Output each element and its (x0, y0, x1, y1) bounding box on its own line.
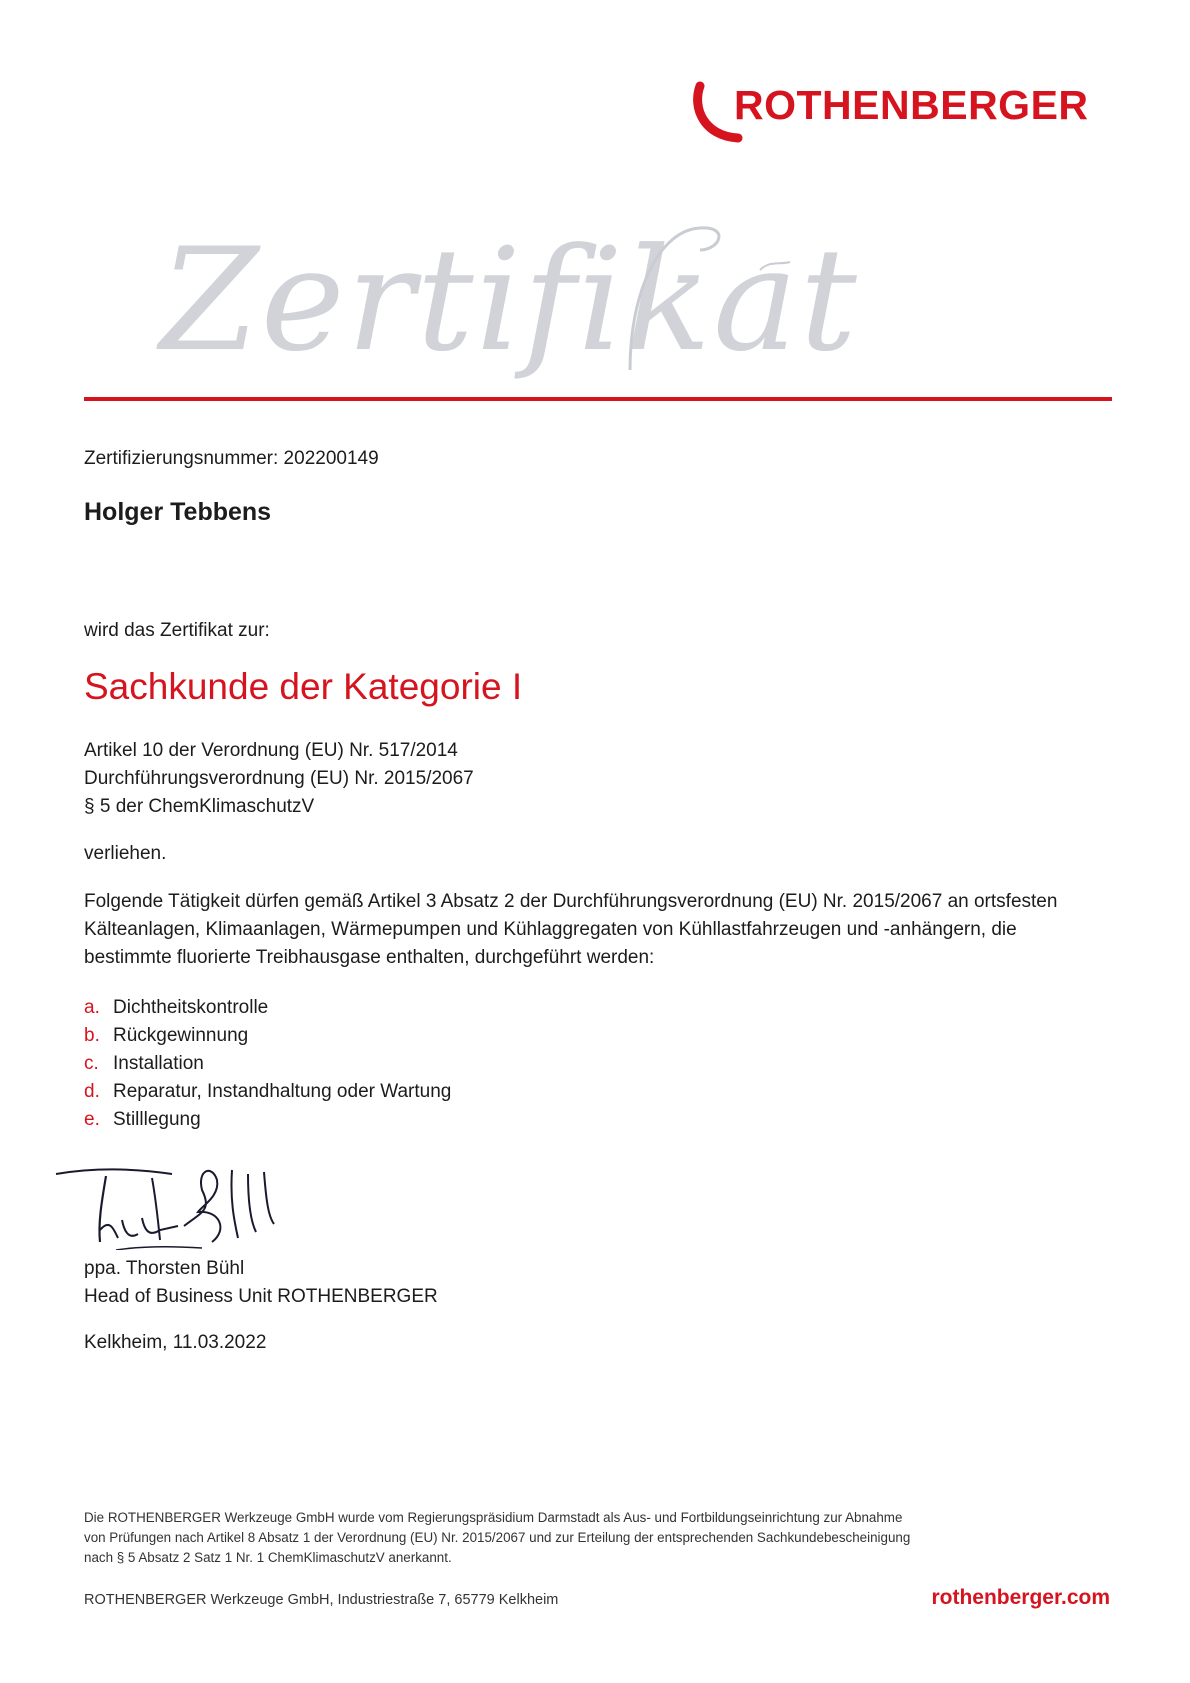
granted-text: verliehen. (84, 843, 167, 864)
list-marker: b. (84, 1025, 100, 1046)
recipient-name: Holger Tebbens (84, 498, 272, 526)
list-item-label: Installation (113, 1053, 204, 1074)
reference-line: Artikel 10 der Verordnung (EU) Nr. 517/2014 (84, 740, 458, 761)
list-marker: a. (84, 997, 100, 1018)
list-item-label: Reparatur, Instandhaltung oder Wartung (113, 1081, 452, 1102)
list-item (84, 1022, 451, 1050)
signer-role: Head of Business Unit ROTHENBERGER (84, 1286, 438, 1307)
signer-block (84, 1255, 438, 1311)
list-item (84, 994, 451, 1022)
place-and-date: Kelkheim, 11.03.2022 (84, 1332, 267, 1353)
company-address: ROTHENBERGER Werkzeuge GmbH, Industriestraße 7, 65779 Kelkheim (84, 1592, 559, 1608)
list-item (84, 1078, 451, 1106)
reference-line: Durchführungsverordnung (EU) Nr. 2015/2067 (84, 768, 474, 789)
zertifikat-watermark (160, 210, 859, 410)
list-item (84, 1106, 451, 1134)
activity-list (84, 994, 451, 1134)
intro-text: wird das Zertifikat zur: (84, 620, 270, 641)
activity-description: Folgende Tätigkeit dürfen gemäß Artikel 3 Absatz 2 der Durchführungsverordnung (EU) Nr. 2015/2067 an ortsfesten Kälteanlagen, Klimaanlagen, Wärmepumpen und Kühlaggregaten von Kühllastfahrzeugen und -anhängern, die bestimmte fluorierte Treibhausgase enthalten, durchgeführt werden: (84, 891, 1058, 968)
list-item-label: Stilllegung (113, 1109, 201, 1130)
signer-name: ppa. Thorsten Bühl (84, 1258, 245, 1279)
legal-references (84, 737, 474, 821)
list-item-label: Dichtheitskontrolle (113, 997, 269, 1018)
website-link[interactable]: rothenberger.com (931, 1586, 1110, 1609)
certification-number: Zertifizierungsnummer: 202200149 (84, 448, 379, 469)
list-item-label: Rückgewinnung (113, 1025, 249, 1046)
rothenberger-logo (690, 78, 1110, 148)
legal-note: Die ROTHENBERGER Werkzeuge GmbH wurde vom Regierungspräsidium Darmstadt als Aus- und Fortbildungseinrichtung zur Abnahme von Prüfungen nach Artikel 8 Absatz 1 der Verordnung (EU) Nr. 2015/2067 und zur Erteilung der entsprechenden Sachkundebescheinigung nach § 5 Absatz 2 Satz 1 Nr. 1 ChemKlimaschutzV anerkannt. (84, 1510, 911, 1565)
list-item (84, 1050, 451, 1078)
watermark-title: Zertifikat (160, 218, 859, 383)
logo-text: ROTHENBERGER (734, 82, 1089, 128)
list-marker: d. (84, 1081, 100, 1102)
list-marker: e. (84, 1109, 100, 1130)
certificate-headline: Sachkunde der Kategorie I (84, 666, 523, 707)
signature-icon (52, 1160, 302, 1250)
header-divider (84, 397, 1112, 401)
reference-line: § 5 der ChemKlimaschutzV (84, 796, 315, 817)
list-marker: c. (84, 1053, 99, 1074)
